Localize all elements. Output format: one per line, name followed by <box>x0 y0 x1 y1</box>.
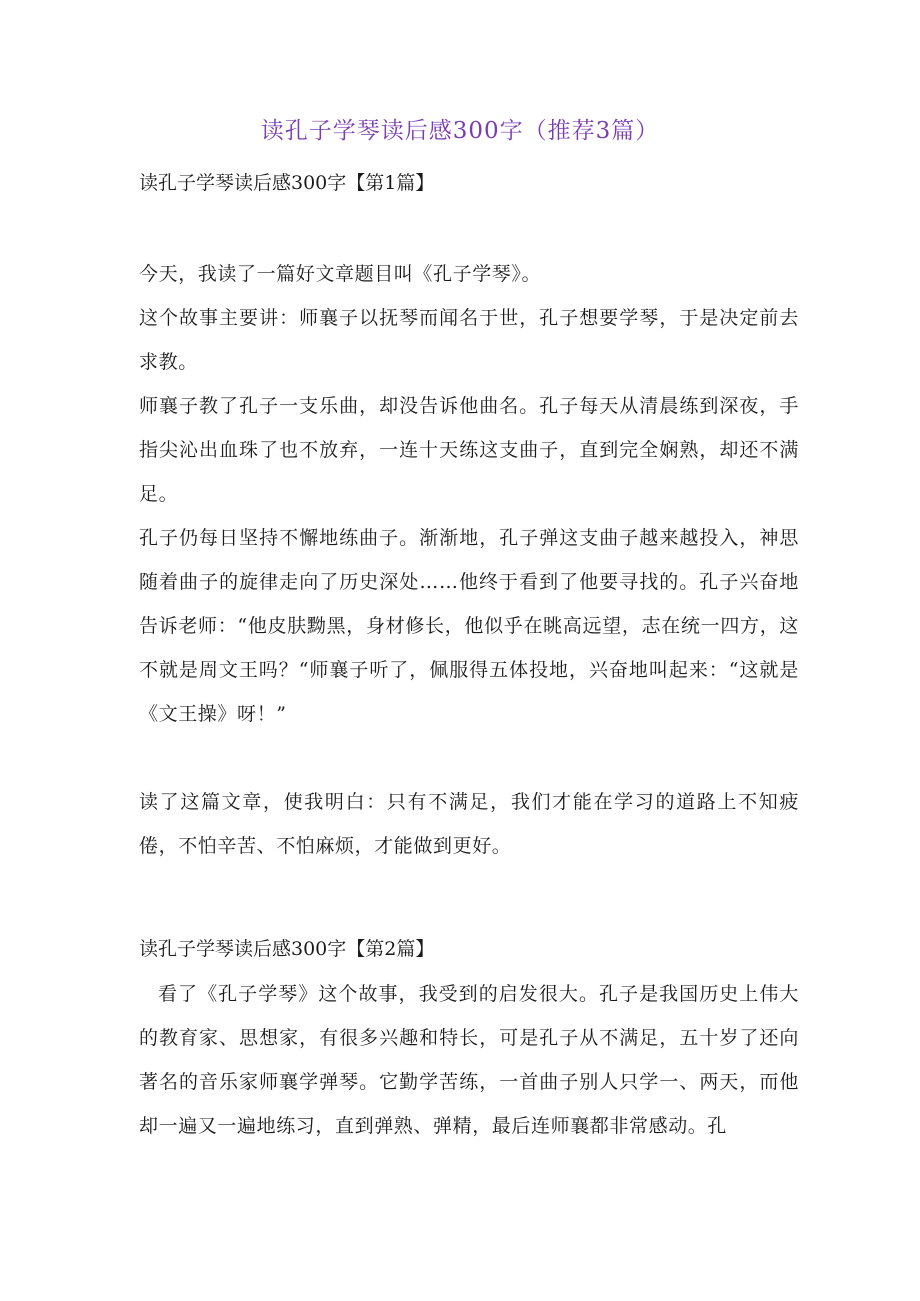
section-1-paragraph-5: 读了这篇文章，使我明白：只有不满足，我们才能在学习的道路上不知疲倦，不怕辛苦、不怕麻烦，才能做到更好。 <box>139 791 799 857</box>
section-1-paragraph-1: 今天，我读了一篇好文章题目叫《孔子学琴》。 <box>139 263 542 285</box>
section-1-paragraph-3: 师襄子教了孔子一支乐曲，却没告诉他曲名。孔子每天从清晨练到深夜，手指尖沁出血珠了也不放弃，一连十天练这支曲子，直到完全娴熟，却还不满足。 <box>139 395 799 505</box>
section-1-heading: 读孔子学琴读后感300字【第1篇】 <box>139 172 435 194</box>
section-1-paragraph-4: 孔子仍每日坚持不懈地练曲子。渐渐地，孔子弹这支曲子越来越投入，神思随着曲子的旋律走向了历史深处……他终于看到了他要寻找的。孔子兴奋地告诉老师：“他皮肤黝黑，身材修长，他似乎在眺高远望，志在统一四方，这不就是周文王吗？“师襄子听了，佩服得五体投地，兴奋地叫起来：“这就是《文王操》呀！” <box>139 527 799 725</box>
section-1-paragraph-2: 这个故事主要讲：师襄子以抚琴而闻名于世，孔子想要学琴，于是决定前去求教。 <box>139 307 799 373</box>
document-title: 读孔子学琴读后感300字（推荐3篇） <box>260 118 660 144</box>
section-2-paragraph-1: 看了《孔子学琴》这个故事，我受到的启发很大。孔子是我国历史上伟大的教育家、思想家，有很多兴趣和特长，可是孔子从不满足，五十岁了还向著名的音乐家师襄学弹琴。它勤学苦练，一首曲子别人只学一、两天，而他却一遍又一遍地练习，直到弹熟、弹精，最后连师襄都非常感动。孔 <box>139 983 799 1137</box>
section-2-heading: 读孔子学琴读后感300字【第2篇】 <box>139 938 435 960</box>
